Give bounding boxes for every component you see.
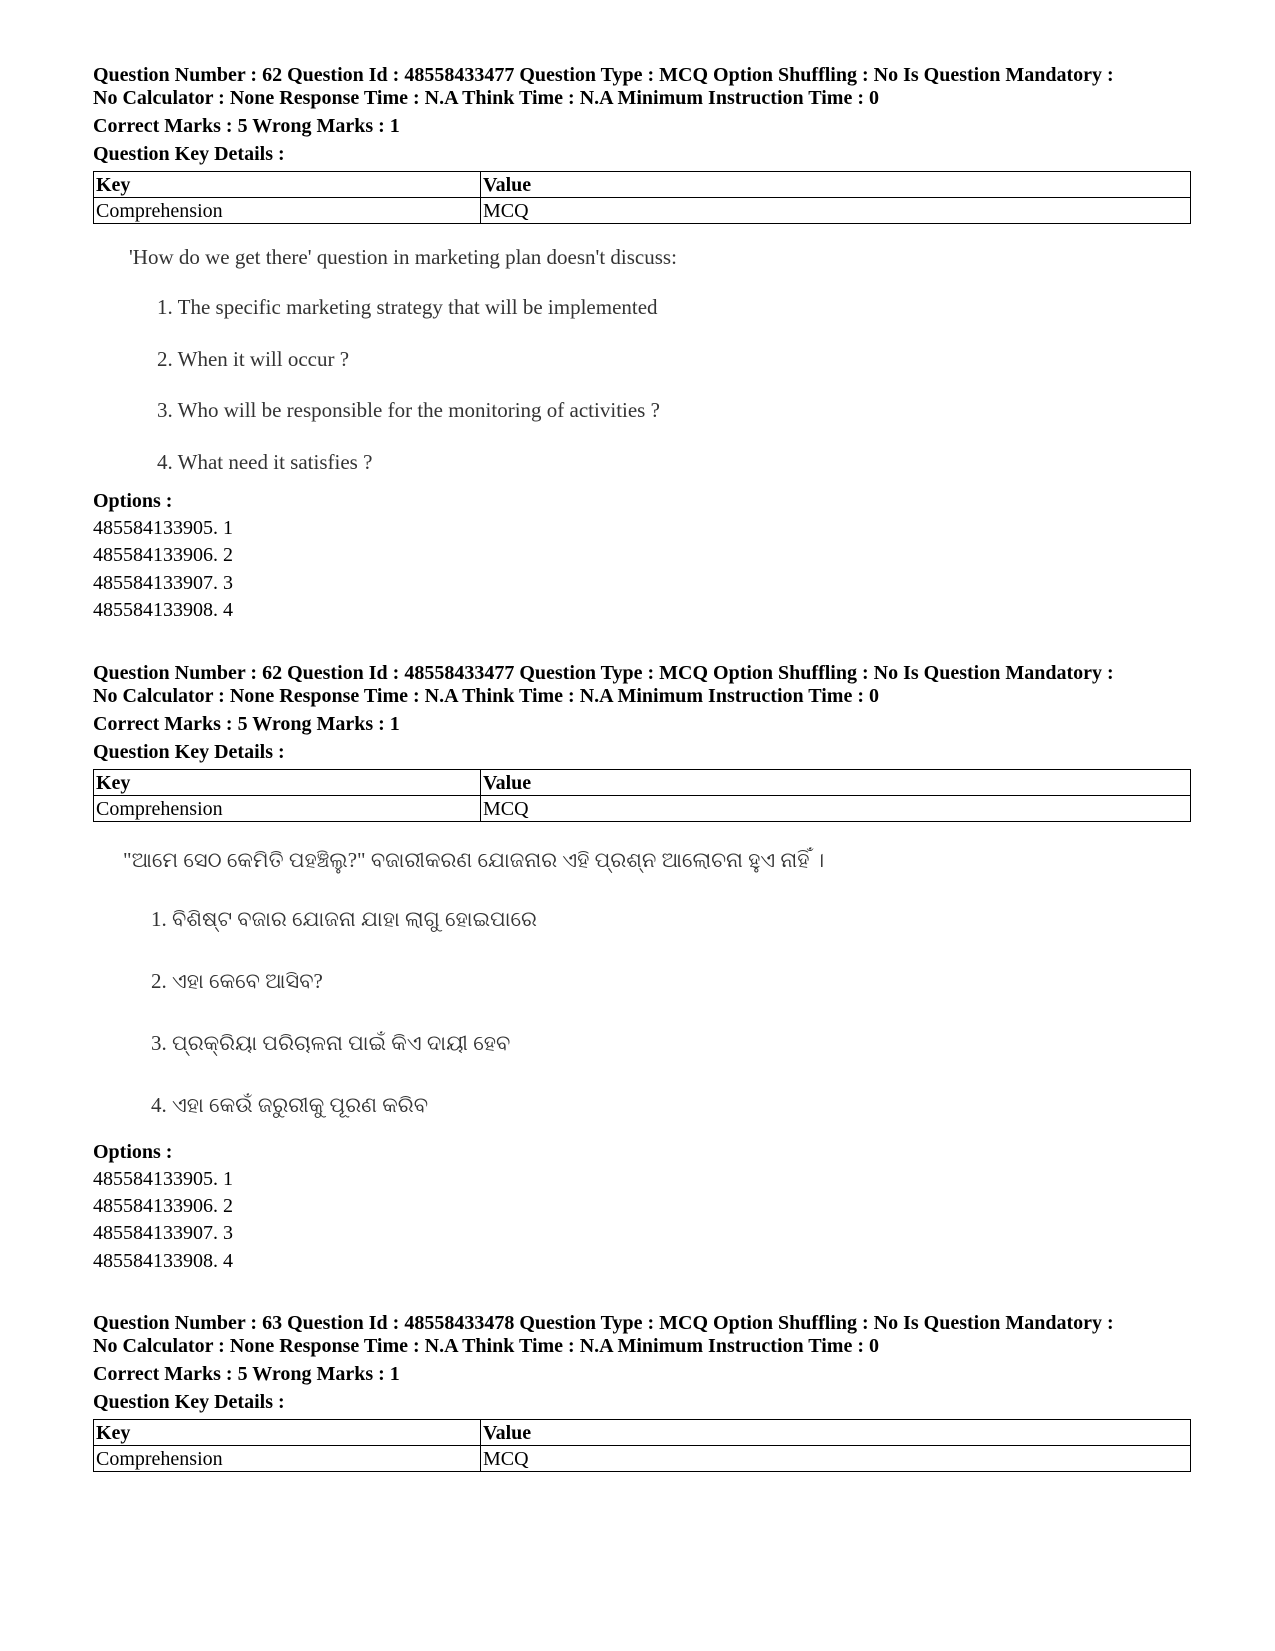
table-row [94, 172, 1191, 198]
option-line: 485584133905. 1 [93, 1168, 233, 1190]
question-stem: 'How do we get there' question in marketing plan doesn't discuss: [129, 245, 677, 269]
question-meta-line-1: Question Number : 62 Question Id : 48558433477 Question Type : MCQ Option Shuffling : No Is Question Mandatory : [93, 662, 1114, 684]
option-line: 485584133908. 4 [93, 599, 233, 621]
table-row [94, 1446, 1191, 1472]
key-details-table [93, 171, 1191, 224]
question-block [93, 64, 1193, 224]
option-line: 485584133908. 4 [93, 1250, 233, 1272]
table-cell-value: MCQ [481, 796, 1191, 822]
list-item: 1. ବିଶିଷ୍ଟ ବଜାର ଯୋଜନା ଯାହା ଲାଗୁ ହୋଇପାରେ [151, 907, 537, 931]
table-cell-value: MCQ [481, 198, 1191, 224]
list-item: 1. The specific marketing strategy that will be implemented [157, 295, 658, 319]
table-header-value: Value [481, 172, 1191, 198]
table-cell-value: MCQ [481, 1446, 1191, 1472]
option-line: 485584133907. 3 [93, 1222, 233, 1244]
question-block [93, 662, 1193, 822]
list-item: 4. What need it satisfies ? [157, 450, 373, 474]
options-label: Options : [93, 490, 173, 512]
question-stem: "ଆମେ ସେଠ କେମିତି ପହଞ୍ଚିଲୁ?" ବଜାରୀକରଣ ଯୋଜନାର ଏହି ପ୍ରଶ୍ନ ଆଲୋଚନା ହୁଏ ନାହିଁ । [123, 848, 825, 872]
key-details-label: Question Key Details : [93, 143, 285, 165]
list-item: 2. When it will occur ? [157, 347, 350, 371]
list-item: 2. ଏହା କେବେ ଆସିବ? [151, 969, 323, 993]
list-item: 3. ପ୍ରକ୍ରିୟା ପରିଚାଳନା ପାଇଁ କିଏ ଦାୟୀ ହେବ [151, 1031, 511, 1055]
table-row [94, 796, 1191, 822]
question-image [129, 245, 1129, 485]
question-meta-line-2: No Calculator : None Response Time : N.A Think Time : N.A Minimum Instruction Time : 0 [93, 1335, 879, 1357]
table-header-value: Value [481, 770, 1191, 796]
options-label: Options : [93, 1141, 173, 1163]
question-meta-line-2: No Calculator : None Response Time : N.A Think Time : N.A Minimum Instruction Time : 0 [93, 87, 879, 109]
table-header-value: Value [481, 1420, 1191, 1446]
option-line: 485584133906. 2 [93, 544, 233, 566]
key-details-label: Question Key Details : [93, 741, 285, 763]
question-block [93, 1312, 1193, 1472]
table-header-key: Key [94, 172, 481, 198]
question-meta-line-1: Question Number : 63 Question Id : 48558433478 Question Type : MCQ Option Shuffling : No Is Question Mandatory : [93, 1312, 1114, 1334]
question-image [123, 848, 1123, 1118]
option-line: 485584133905. 1 [93, 517, 233, 539]
table-header-key: Key [94, 1420, 481, 1446]
table-cell-key: Comprehension [94, 198, 481, 224]
question-meta-line-2: No Calculator : None Response Time : N.A Think Time : N.A Minimum Instruction Time : 0 [93, 685, 879, 707]
key-details-table [93, 1419, 1191, 1472]
question-meta-line-1: Question Number : 62 Question Id : 48558433477 Question Type : MCQ Option Shuffling : No Is Question Mandatory : [93, 64, 1114, 86]
list-item: 4. ଏହା କେଉଁ ଜରୁରୀକୁ ପୂରଣ କରିବ [151, 1093, 429, 1117]
option-line: 485584133906. 2 [93, 1195, 233, 1217]
marks-line: Correct Marks : 5 Wrong Marks : 1 [93, 713, 400, 735]
table-row [94, 770, 1191, 796]
table-cell-key: Comprehension [94, 1446, 481, 1472]
table-cell-key: Comprehension [94, 796, 481, 822]
marks-line: Correct Marks : 5 Wrong Marks : 1 [93, 115, 400, 137]
option-line: 485584133907. 3 [93, 572, 233, 594]
list-item: 3. Who will be responsible for the monitoring of activities ? [157, 398, 660, 422]
key-details-table [93, 769, 1191, 822]
table-row [94, 1420, 1191, 1446]
table-header-key: Key [94, 770, 481, 796]
marks-line: Correct Marks : 5 Wrong Marks : 1 [93, 1363, 400, 1385]
table-row [94, 198, 1191, 224]
key-details-label: Question Key Details : [93, 1391, 285, 1413]
